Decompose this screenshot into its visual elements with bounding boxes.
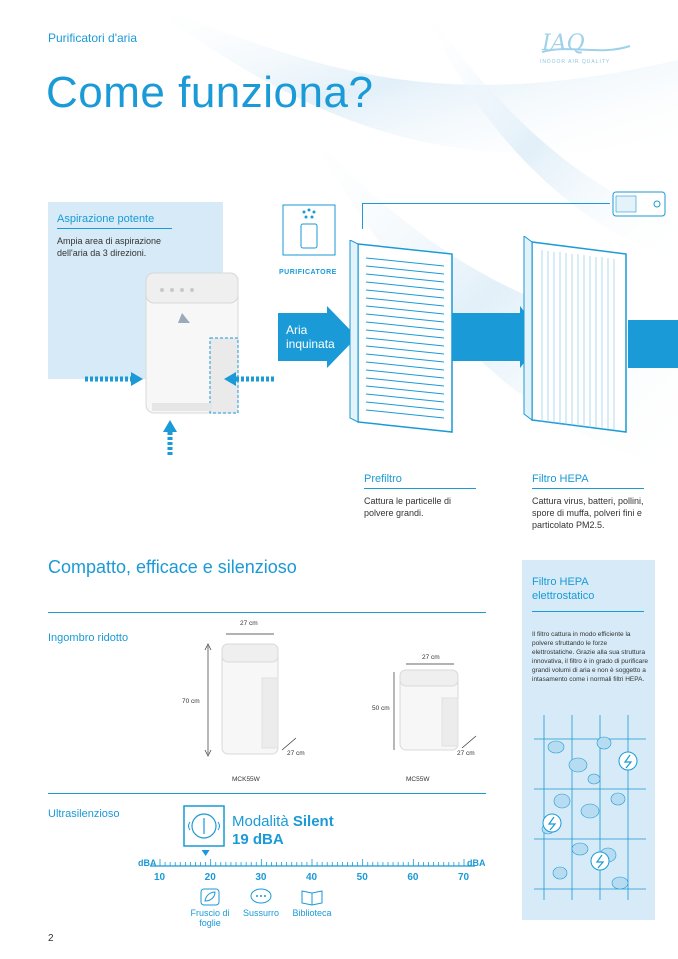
model1-height: 70 cm bbox=[182, 698, 200, 705]
example-whisper: Sussurro bbox=[242, 908, 279, 918]
scale-tick-label: 30 bbox=[255, 872, 267, 883]
compact-rule bbox=[48, 612, 486, 613]
model2-depth: 27 cm bbox=[457, 750, 475, 757]
dba-scale bbox=[150, 848, 490, 878]
purifier-label: PURIFICATORE bbox=[279, 269, 337, 276]
silent-value: 19 dBA bbox=[232, 831, 284, 848]
intake-text: Ampia area di aspirazione dell'aria da 3 direzioni. bbox=[57, 236, 162, 258]
guide-line-left bbox=[362, 203, 363, 229]
model1-width: 27 cm bbox=[240, 620, 258, 627]
electrostatic-filter-illustration bbox=[534, 715, 646, 900]
prefilter-illustration bbox=[348, 240, 460, 436]
flow-band-2 bbox=[628, 320, 678, 368]
compact-title: Compatto, efficace e silenzioso bbox=[48, 557, 297, 577]
device-side-icon bbox=[612, 190, 670, 218]
scale-tick-label: 40 bbox=[306, 872, 318, 883]
intake-heading: Aspirazione potente bbox=[57, 213, 155, 225]
prefilter-rule bbox=[364, 488, 476, 489]
book-icon bbox=[300, 888, 324, 906]
silent-mode-icon bbox=[182, 804, 226, 850]
intake-rule bbox=[57, 228, 172, 229]
example-leaves: Fruscio di foglie bbox=[190, 908, 230, 928]
page-title: Come funziona? bbox=[46, 68, 374, 117]
prefilter-text: Cattura le particelle di polvere grandi. bbox=[364, 496, 452, 518]
intake-arrow-bottom-icon bbox=[163, 420, 177, 456]
mode-name: Silent bbox=[292, 813, 334, 830]
scale-unit-right: dBA bbox=[467, 858, 486, 868]
scale-tick-label: 50 bbox=[356, 872, 368, 883]
section-label: Purificatori d'aria bbox=[48, 31, 137, 45]
scale-tick-label: 70 bbox=[458, 872, 470, 883]
electrostatic-heading: Filtro HEPA elettrostatico bbox=[532, 576, 595, 602]
intake-arrow-left-icon bbox=[85, 372, 145, 386]
silent-rule bbox=[48, 793, 486, 794]
model1-depth: 27 cm bbox=[287, 750, 305, 757]
iaq-logo-icon bbox=[540, 30, 632, 54]
silent-mode-title bbox=[232, 813, 334, 830]
hepa-rule bbox=[532, 488, 644, 489]
model1-name: MCK55W bbox=[232, 776, 260, 783]
scale-unit-left: dBA bbox=[138, 858, 157, 868]
example-library: Biblioteca bbox=[292, 908, 332, 918]
scale-tick-label: 60 bbox=[407, 872, 419, 883]
model2-height: 50 cm bbox=[372, 705, 390, 712]
guide-line-top bbox=[362, 203, 610, 204]
model2-name: MC55W bbox=[406, 776, 430, 783]
hepa-text: Cattura virus, batteri, pollini, spore di muffa, polveri fini e particolato PM2.5. bbox=[532, 496, 644, 530]
electrostatic-text: Il filtro cattura in modo efficiente la polvere sfruttando le forze elettrostatiche. Grazie alla sua struttura innovativa, il filtro è in grado di purificare grandi volumi di aria e non è soggetto a intasamento come i normali filtri HEPA. bbox=[532, 631, 648, 683]
whisper-bubble-icon bbox=[250, 888, 272, 906]
prefilter-heading: Prefiltro bbox=[364, 473, 402, 485]
electrostatic-rule bbox=[532, 611, 644, 612]
hepa-heading: Filtro HEPA bbox=[532, 473, 589, 485]
logo-subtitle: INDOOR AIR QUALITY bbox=[540, 59, 611, 65]
hepa-filter-illustration bbox=[522, 236, 634, 436]
silent-label: Ultrasilenzioso bbox=[48, 808, 120, 820]
iaq-logo bbox=[540, 30, 632, 64]
svg-text:IAQ: IAQ bbox=[542, 31, 585, 54]
scale-tick-label: 10 bbox=[154, 872, 166, 883]
intake-arrow-right-icon bbox=[224, 372, 274, 386]
scale-tick-label: 20 bbox=[204, 872, 216, 883]
silent-marker-icon bbox=[202, 850, 210, 856]
model2-width: 27 cm bbox=[422, 654, 440, 661]
footprint-label: Ingombro ridotto bbox=[48, 632, 129, 644]
purifier-icon bbox=[282, 204, 336, 256]
leaf-icon bbox=[200, 888, 220, 906]
polluted-air-label: Aria inquinata bbox=[286, 323, 335, 351]
mode-prefix: Modalità bbox=[232, 813, 289, 830]
page-number: 2 bbox=[48, 933, 54, 944]
